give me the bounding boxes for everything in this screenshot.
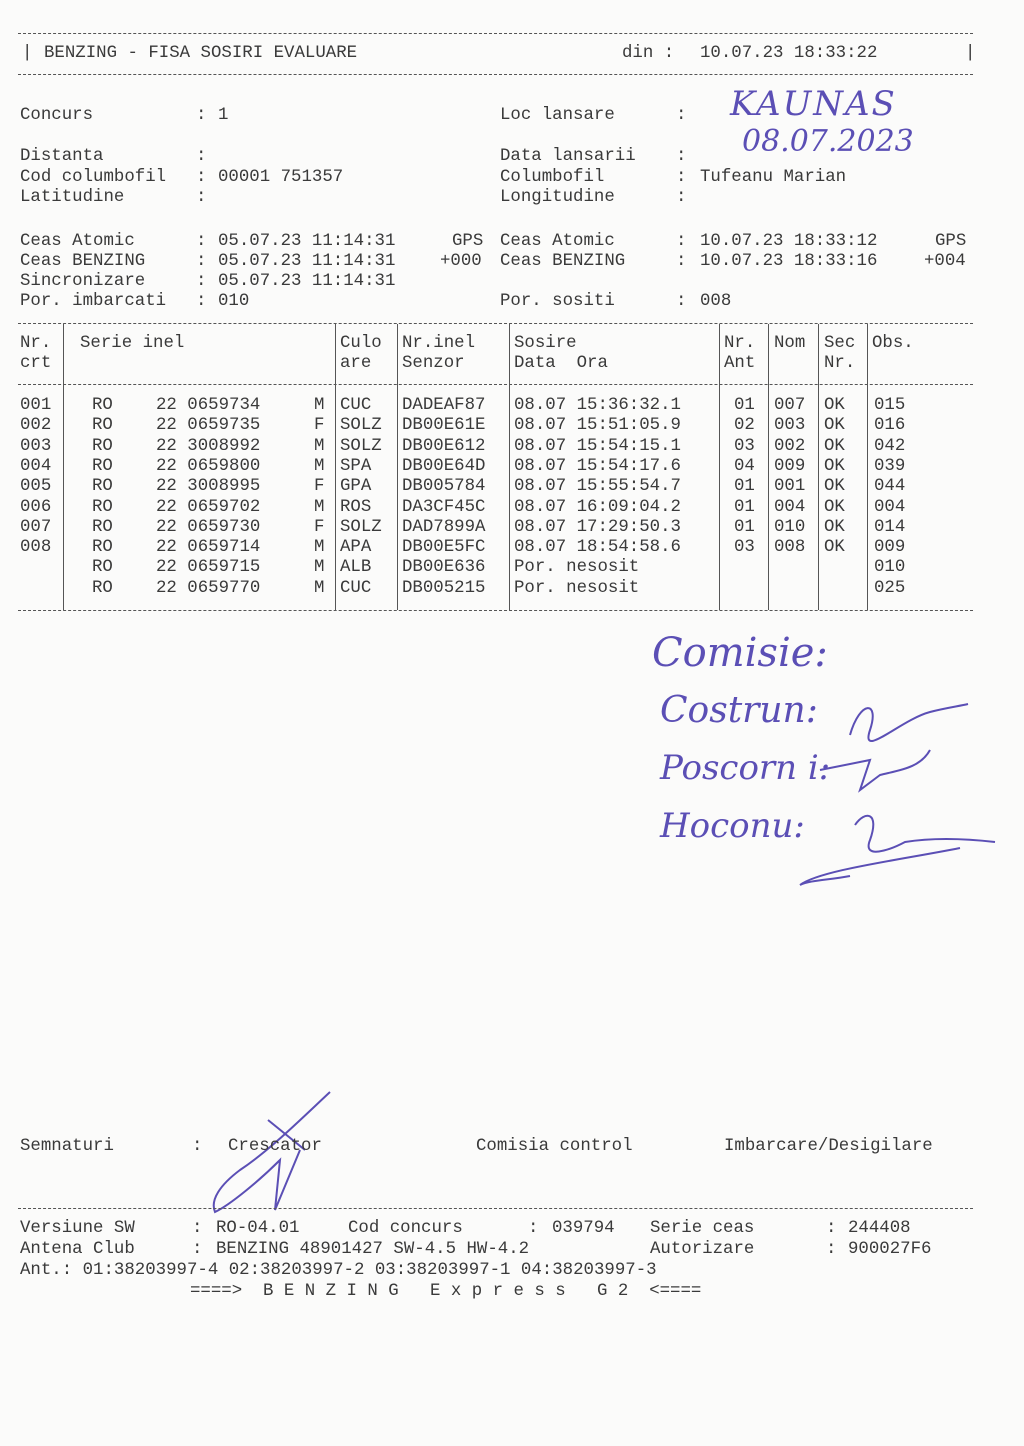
header-left-bar: | — [22, 44, 33, 63]
date-label: din : — [622, 44, 675, 63]
colon: : — [676, 252, 687, 271]
handwritten-commission-title: Comisie: — [652, 630, 828, 676]
row-arrival: 08.07 15:51:05.9 — [514, 416, 681, 436]
row-antenna: 01 — [734, 497, 755, 517]
concurs-label: Concurs — [20, 106, 94, 125]
row-sex: M — [314, 558, 325, 578]
colon: : — [196, 292, 207, 311]
ceas-atomic-start-label: Ceas Atomic — [20, 232, 135, 251]
row-sensor-id: DB00E61E — [402, 416, 486, 436]
ceas-benzing-start-label: Ceas BENZING — [20, 252, 146, 271]
row-sensor-id: DA3CF45C — [402, 497, 486, 517]
header-ant: Ant — [724, 354, 756, 373]
row-color: SOLZ — [340, 517, 382, 537]
row-ring-number: 22 3008992 — [156, 436, 261, 456]
ceas-atomic-end-label: Ceas Atomic — [500, 232, 615, 251]
row-color: CUC — [340, 396, 372, 415]
row-ring-number: 22 0659702 — [156, 497, 261, 517]
row-sex: M — [314, 396, 325, 415]
sositi-label: Por. sositi — [500, 292, 615, 311]
ceas-atomic-start-source: GPS — [452, 232, 484, 251]
ceas-benzing-end-diff: +004 — [924, 252, 966, 271]
row-country: RO — [92, 477, 113, 497]
loc-lansare-label: Loc lansare — [500, 106, 615, 125]
document-title: BENZING - FISA SOSIRI EVALUARE — [44, 44, 358, 63]
ceas-atomic-start-value: 05.07.23 11:14:31 — [218, 232, 396, 251]
row-ring-number: 22 0659714 — [156, 538, 261, 558]
antenna-list: Ant.: 01:38203997-4 02:38203997-2 03:38203997-1 04:38203997-3 — [20, 1261, 657, 1280]
row-obs: 016 — [874, 416, 906, 436]
row-arrival: 08.07 15:54:15.1 — [514, 436, 681, 456]
row-arrival: 08.07 15:54:17.6 — [514, 456, 681, 476]
signature-hoconu — [800, 816, 995, 885]
data-lansarii-label: Data lansarii — [500, 147, 636, 166]
signature-poscorn — [820, 750, 930, 790]
header-nom: Nom — [774, 334, 806, 353]
columbofil-value: Tufeanu Marian — [700, 168, 847, 187]
sincronizare-value: 05.07.23 11:14:31 — [218, 272, 396, 291]
row-sex: M — [314, 578, 325, 598]
signature-costrun — [850, 704, 968, 741]
colon: : — [528, 1219, 539, 1238]
row-sensor-id: DB005215 — [402, 578, 486, 598]
header-crt: crt — [20, 354, 52, 373]
distanta-label: Distanta — [20, 147, 104, 166]
row-color: SOLZ — [340, 416, 382, 436]
crescator-label: Crescator — [228, 1137, 322, 1156]
row-color: GPA — [340, 477, 372, 497]
row-obs: 015 — [874, 396, 906, 415]
row-obs: 025 — [874, 578, 906, 598]
row-nom: 003 — [774, 416, 806, 436]
footer-rule — [18, 1208, 973, 1209]
row-nr: 001 — [20, 396, 52, 415]
header-right-bar: | — [965, 44, 976, 63]
row-obs: 010 — [874, 558, 906, 578]
header-are: are — [340, 354, 372, 373]
row-country: RO — [92, 497, 113, 517]
cod-columbofil-label: Cod columbofil — [20, 168, 167, 187]
row-arrival: Por. nesosit — [514, 578, 640, 598]
ceas-benzing-end-label: Ceas BENZING — [500, 252, 626, 271]
row-country: RO — [92, 558, 113, 578]
autorizare-value: 900027F6 — [848, 1240, 932, 1259]
semnaturi-label: Semnaturi — [20, 1137, 114, 1156]
serie-ceas-label: Serie ceas — [650, 1219, 755, 1238]
row-nom: 002 — [774, 436, 806, 456]
row-country: RO — [92, 538, 113, 558]
header-sosire: Sosire — [514, 334, 577, 353]
row-antenna: 03 — [734, 436, 755, 456]
row-nr: 006 — [20, 497, 52, 517]
columbofil-label: Columbofil — [500, 168, 605, 187]
colon: : — [192, 1137, 203, 1156]
sincronizare-label: Sincronizare — [20, 272, 146, 291]
header-obs: Obs. — [872, 334, 914, 353]
row-sensor-id: DAD7899A — [402, 517, 486, 537]
versiune-label: Versiune SW — [20, 1219, 135, 1238]
ceas-benzing-end-value: 10.07.23 18:33:16 — [700, 252, 878, 271]
imbarcare-label: Imbarcare/Desigilare — [724, 1137, 933, 1156]
versiune-value: RO-04.01 — [216, 1219, 300, 1238]
row-ring-number: 22 0659730 — [156, 517, 261, 537]
row-antenna: 02 — [734, 416, 755, 436]
cod-concurs-value: 039794 — [552, 1219, 615, 1238]
row-nom: 009 — [774, 456, 806, 476]
row-color: SPA — [340, 456, 372, 476]
handwritten-commission-member-3: Hoconu: — [660, 806, 805, 846]
row-arrival: Por. nesosit — [514, 558, 640, 578]
row-sec: OK — [824, 477, 845, 497]
row-color: APA — [340, 538, 372, 558]
row-arrival: 08.07 15:55:54.7 — [514, 477, 681, 497]
row-arrival: 08.07 15:36:32.1 — [514, 396, 681, 415]
handwritten-commission-member-2: Poscorn i: — [660, 748, 831, 788]
row-obs: 014 — [874, 517, 906, 537]
row-nr: 008 — [20, 538, 52, 558]
row-sex: F — [314, 477, 325, 497]
row-ring-number: 22 0659800 — [156, 456, 261, 476]
row-sensor-id: DB00E5FC — [402, 538, 486, 558]
row-color: SOLZ — [340, 436, 382, 456]
row-sex: M — [314, 436, 325, 456]
row-ring-number: 22 3008995 — [156, 477, 261, 497]
autorizare-label: Autorizare — [650, 1240, 755, 1259]
row-country: RO — [92, 416, 113, 436]
print-datetime: 10.07.23 18:33:22 — [700, 44, 878, 63]
row-country: RO — [92, 517, 113, 537]
row-sex: M — [314, 456, 325, 476]
brand-line: ====> B E N Z I N G E x p r e s s G 2 <==== — [190, 1282, 702, 1301]
handwritten-release-date: 08.07.2023 — [742, 124, 914, 159]
colon: : — [192, 1219, 203, 1238]
colon: : — [192, 1240, 203, 1259]
row-nr: 005 — [20, 477, 52, 497]
serie-ceas-value: 244408 — [848, 1219, 911, 1238]
ceas-benzing-start-diff: +000 — [440, 252, 482, 271]
colon: : — [196, 272, 207, 291]
row-ring-number: 22 0659770 — [156, 578, 261, 598]
row-sec: OK — [824, 396, 845, 415]
row-color: CUC — [340, 578, 372, 598]
header-data-ora: Data Ora — [514, 354, 608, 373]
header-serie-inel: Serie inel — [80, 334, 185, 353]
row-nom: 007 — [774, 396, 806, 415]
header-nr-ant: Nr. — [724, 334, 756, 353]
colon: : — [196, 232, 207, 251]
row-antenna: 01 — [734, 396, 755, 415]
sositi-value: 008 — [700, 292, 732, 311]
row-antenna: 01 — [734, 477, 755, 497]
row-ring-number: 22 0659715 — [156, 558, 261, 578]
loc-lansare-colon: : — [676, 106, 687, 125]
row-obs: 004 — [874, 497, 906, 517]
imbarcati-value: 010 — [218, 292, 250, 311]
colon: : — [826, 1219, 837, 1238]
row-country: RO — [92, 456, 113, 476]
columbofil-colon: : — [676, 168, 687, 187]
colon: : — [676, 292, 687, 311]
row-country: RO — [92, 436, 113, 456]
handwritten-commission-member-1: Costrun: — [660, 690, 818, 731]
row-sec: OK — [824, 456, 845, 476]
antena-value: BENZING 48901427 SW-4.5 HW-4.2 — [216, 1240, 530, 1259]
row-sex: F — [314, 416, 325, 436]
row-sensor-id: DB00E64D — [402, 456, 486, 476]
antena-label: Antena Club — [20, 1240, 135, 1259]
row-obs: 042 — [874, 436, 906, 456]
row-sensor-id: DADEAF87 — [402, 396, 486, 415]
row-nr: 007 — [20, 517, 52, 537]
ceas-atomic-end-value: 10.07.23 18:33:12 — [700, 232, 878, 251]
row-obs: 009 — [874, 538, 906, 558]
row-antenna: 01 — [734, 517, 755, 537]
row-sensor-id: DB00E612 — [402, 436, 486, 456]
header-culo: Culo — [340, 334, 382, 353]
row-color: ROS — [340, 497, 372, 517]
header-nr: Nr. — [20, 334, 52, 353]
cod-columbofil-colon: : — [196, 168, 207, 187]
row-arrival: 08.07 17:29:50.3 — [514, 517, 681, 537]
row-arrival: 08.07 18:54:58.6 — [514, 538, 681, 558]
row-sec: OK — [824, 517, 845, 537]
row-color: ALB — [340, 558, 372, 578]
cod-concurs-label: Cod concurs — [348, 1219, 463, 1238]
concurs-colon: : — [196, 106, 207, 125]
row-ring-number: 22 0659734 — [156, 396, 261, 415]
colon: : — [676, 232, 687, 251]
header-sec-nr: Nr. — [824, 354, 856, 373]
row-nom: 010 — [774, 517, 806, 537]
longitudine-label: Longitudine — [500, 188, 615, 207]
header-nr-inel: Nr.inel — [402, 334, 476, 353]
row-sec: OK — [824, 416, 845, 436]
row-obs: 044 — [874, 477, 906, 497]
row-ring-number: 22 0659735 — [156, 416, 261, 436]
row-sec: OK — [824, 497, 845, 517]
row-nr: 003 — [20, 436, 52, 456]
distanta-colon: : — [196, 147, 207, 166]
data-lansarii-colon: : — [676, 147, 687, 166]
header-senzor: Senzor — [402, 354, 465, 373]
latitudine-label: Latitudine — [20, 188, 125, 207]
row-sex: F — [314, 517, 325, 537]
row-nom: 008 — [774, 538, 806, 558]
row-nr: 004 — [20, 456, 52, 476]
latitudine-colon: : — [196, 188, 207, 207]
row-sec: OK — [824, 538, 845, 558]
comisia-control-label: Comisia control — [476, 1137, 633, 1156]
longitudine-colon: : — [676, 188, 687, 207]
row-sex: M — [314, 497, 325, 517]
colon: : — [826, 1240, 837, 1259]
ceas-atomic-end-source: GPS — [935, 232, 967, 251]
row-nr: 002 — [20, 416, 52, 436]
row-sex: M — [314, 538, 325, 558]
row-country: RO — [92, 578, 113, 598]
row-arrival: 08.07 16:09:04.2 — [514, 497, 681, 517]
row-antenna: 04 — [734, 456, 755, 476]
concurs-value: 1 — [218, 106, 229, 125]
row-sensor-id: DB005784 — [402, 477, 486, 497]
ceas-benzing-start-value: 05.07.23 11:14:31 — [218, 252, 396, 271]
imbarcati-label: Por. imbarcati — [20, 292, 167, 311]
row-sec: OK — [824, 436, 845, 456]
row-nom: 001 — [774, 477, 806, 497]
row-nom: 004 — [774, 497, 806, 517]
handwritten-location: KAUNAS — [730, 84, 897, 124]
cod-columbofil-value: 00001 751357 — [218, 168, 344, 187]
row-sensor-id: DB00E636 — [402, 558, 486, 578]
row-country: RO — [92, 396, 113, 415]
header-sec: Sec — [824, 334, 856, 353]
colon: : — [196, 252, 207, 271]
row-antenna: 03 — [734, 538, 755, 558]
row-obs: 039 — [874, 456, 906, 476]
